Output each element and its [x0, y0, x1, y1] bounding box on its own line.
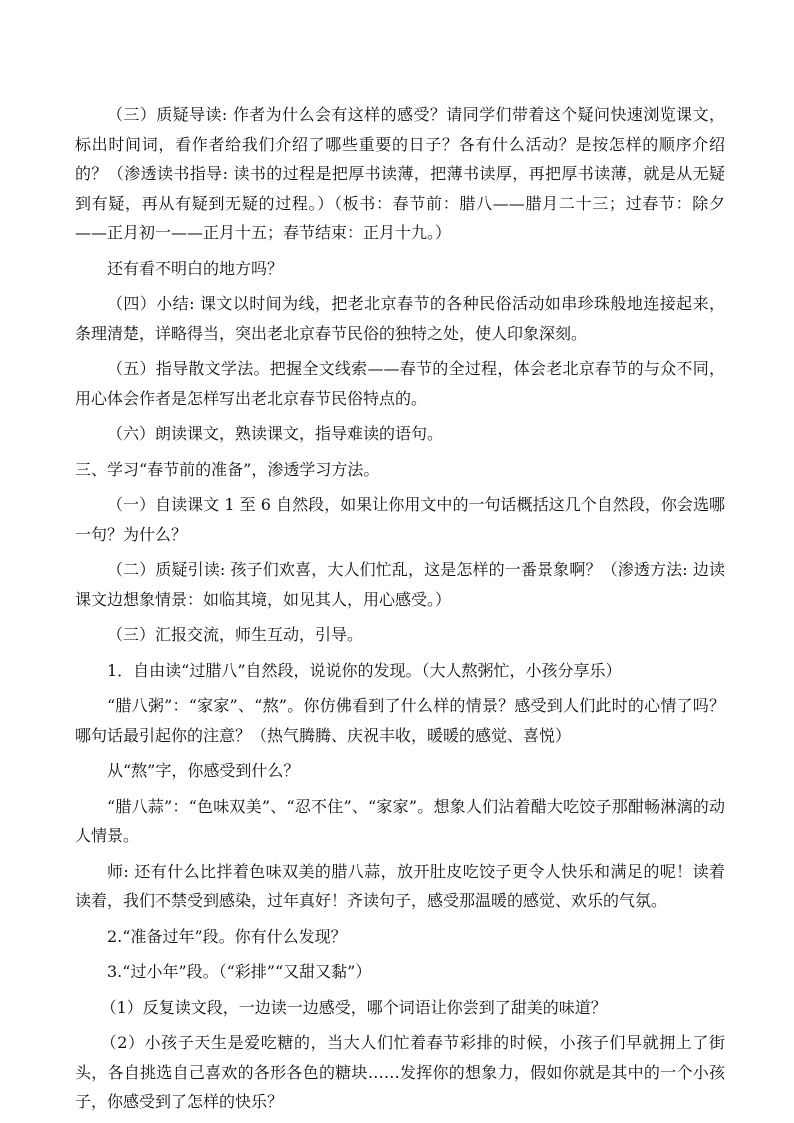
paragraph-children-candy: （2）小孩子天生是爱吃糖的，当大人们忙着春节彩排的时候，小孩子们早就拥上了街头，各自挑选自己喜欢的各形各色的糖块……发挥你的想象力，假如你就是其中的一个小孩子，你感受到了怎样的快乐？: [75, 1033, 725, 1111]
paragraph-self-read: （一）自读课文 1 至 6 自然段，如果让你用文中的一句话概括这几个自然段，你会选哪一句？为什么？: [75, 495, 725, 544]
document-body: [75, 100, 725, 1117]
paragraph-repeat-read: （1）反复读文段，一边读一边感受，哪个词语让你尝到了甜美的味道？: [100, 997, 607, 1017]
paragraph-laba-porridge: “腊八粥”：“家家”、“熬”。你仿佛看到了什么样的情景？感受到人们此时的心情了吗？哪句话最引起你的注意？（热气腾腾、庆祝丰收，暖暖的感觉、喜悦）: [75, 696, 725, 745]
paragraph-prose-method: （五）指导散文学法。把握全文线索——春节的全过程，体会老北京春节的与众不同，用心体会作者是怎样写出老北京春节民俗特点的。: [75, 359, 725, 408]
paragraph-question-unclear: 还有看不明白的地方吗？: [107, 258, 284, 278]
paragraph-report-exchange: （三）汇报交流，师生互动，引导。: [107, 625, 364, 644]
paragraph-questioning-guided-reading: （三）质疑导读: 作者为什么会有这样的感受？请同学们带着这个疑问快速浏览课文，标出时间词，看作者给我们介绍了哪些重要的日子？各有什么活动？是按怎样的顺序介绍的？（渗透读书指导: 读书的过程是把厚书读薄，把薄书读厚，再把厚书读薄，就是从无疑到有疑，再从有疑到无疑的过程。）（板书：春节前：腊八——腊月二十三；过春节：除夕——正月初一——正月十五；春节结束：正月十九。）: [75, 105, 725, 242]
paragraph-read-aloud: （六）朗读课文，熟读课文，指导难读的语句。: [107, 424, 444, 443]
paragraph-questioning-lead: （二）质疑引读: 孩子们欢喜，大人们忙乱，这是怎样的一番景象啊？（渗透方法: 边读课文边想象情景：如临其境，如见其人，用心感受。）: [75, 560, 725, 609]
paragraph-laba-garlic: “腊八蒜”：“色味双美”、“忍不住”、“家家”。想象人们沾着醋大吃饺子那酣畅淋漓的动人情景。: [75, 796, 725, 845]
paragraph-prepare-new-year: 2.“准备过年”段。你有什么发现？: [107, 926, 347, 946]
paragraph-laba-free-read: 1．自由读“过腊八”自然段，说说你的发现。（大人熬粥忙，小孩分享乐）: [107, 660, 622, 680]
paragraph-summary: （四）小结: 课文以时间为线，把老北京春节的各种民俗活动如串珍珠般地连接起来，条理清楚，详略得当，突出老北京春节民俗的独特之处，使人印象深刻。: [75, 294, 725, 343]
paragraph-ao-character: 从“熬”字，你感受到什么？: [107, 761, 300, 780]
section-heading-three: 三、学习“春节前的准备”，渗透学习方法。: [75, 459, 380, 479]
paragraph-little-new-year: 3.“过小年”段。（“彩排”“又甜又黏”）: [107, 962, 372, 981]
paragraph-teacher-remark: 师: 还有什么比拌着色味双美的腊八蒜，放开肚皮吃饺子更令人快乐和满足的呢！读着读着，我们不禁受到感染，过年真好！齐读句子，感受那温暖的感觉、欢乐的气氛。: [75, 861, 725, 910]
